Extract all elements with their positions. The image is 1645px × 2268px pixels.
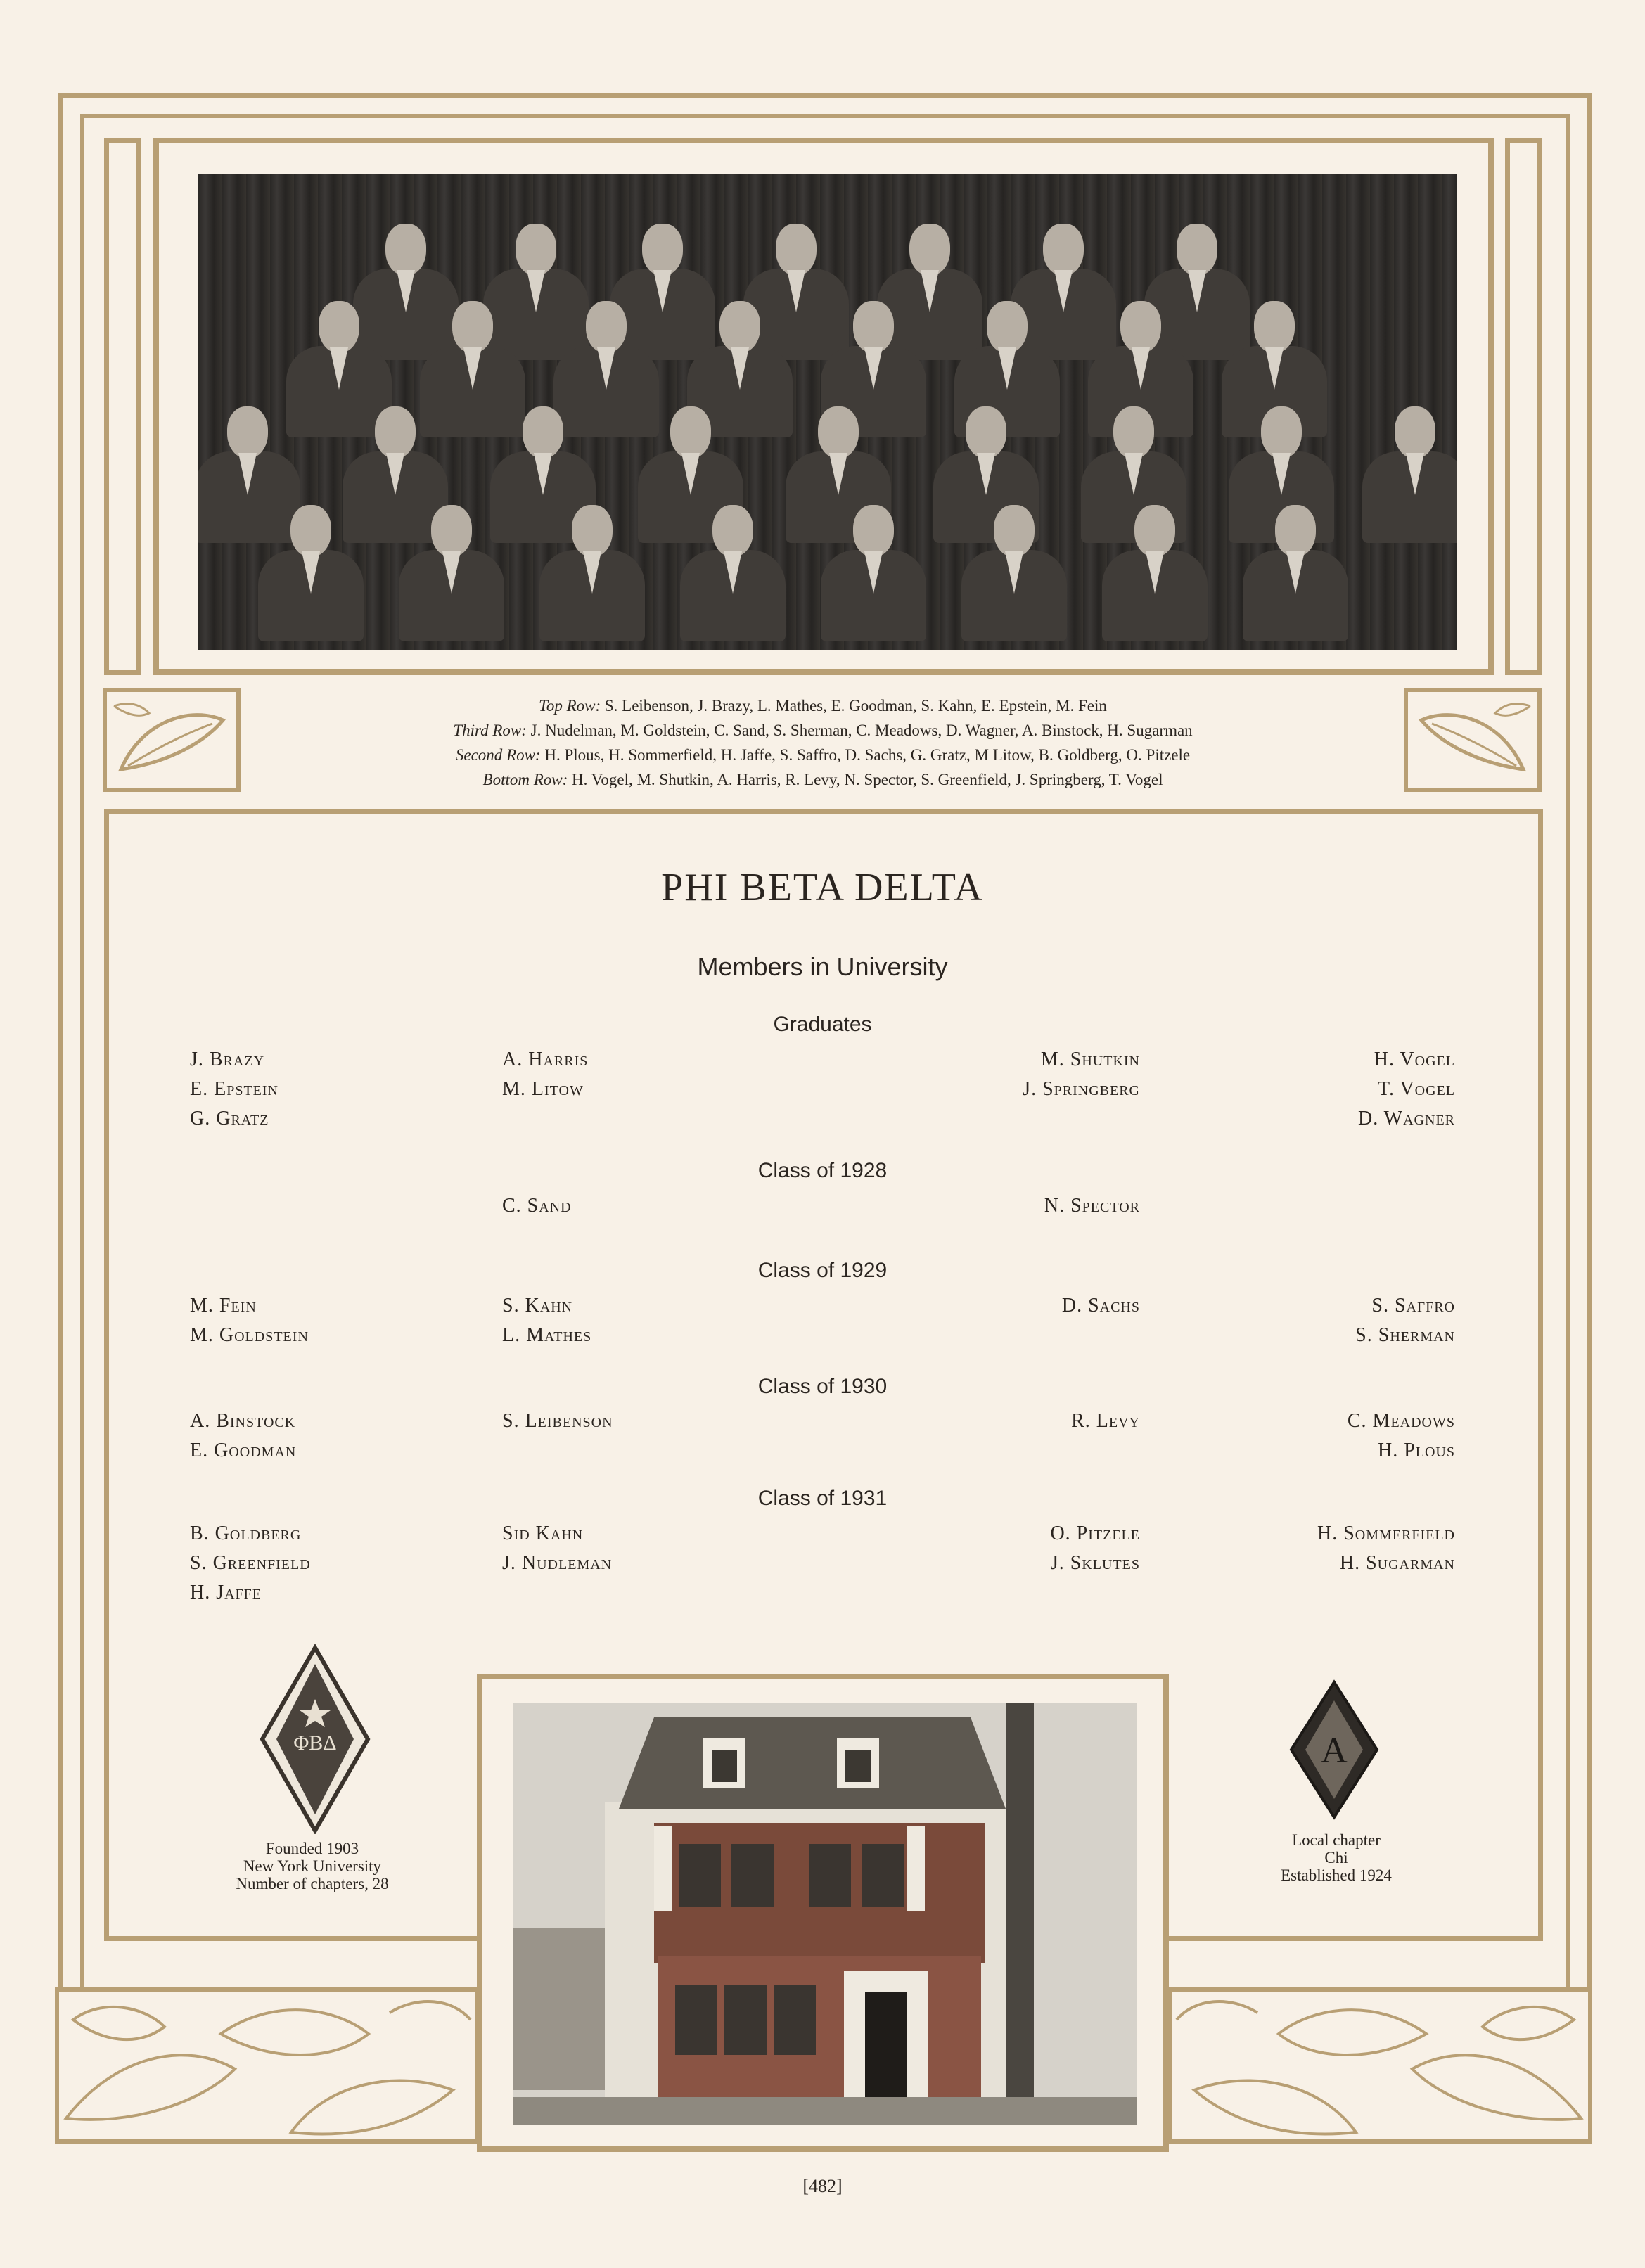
fraternity-info [193, 1840, 432, 1892]
member-name: S. Kahn [502, 1295, 573, 1316]
section-heading: Class of 1930 [757, 1375, 888, 1398]
foliage-ornament-right [1167, 1987, 1592, 2144]
pin-letters: ΦΒΔ [293, 1731, 337, 1755]
member-name: C. Meadows [1347, 1410, 1455, 1432]
member-name: D. Sachs [1061, 1295, 1140, 1316]
member-name: J. Sklutes [1050, 1552, 1140, 1574]
caption-row: Third Row: J. Nudelman, M. Goldstein, C. Sand, S. Sherman, C. Meadows, D. Wagner, A. Binstock, H. Sugarman [453, 722, 1193, 739]
member-name: S. Saffro [1371, 1295, 1455, 1316]
member-name: E. Goodman [190, 1440, 297, 1461]
member-column [1348, 1407, 1455, 1466]
member-column [190, 1291, 309, 1350]
section-heading: Class of 1931 [757, 1487, 888, 1510]
member-name: H. Jaffe [190, 1582, 262, 1603]
member-column [502, 1519, 612, 1578]
member-name: S. Greenfield [190, 1552, 311, 1574]
subtitle: Members in University [697, 952, 948, 981]
member-column [1317, 1519, 1455, 1578]
member-column [1071, 1407, 1140, 1436]
section-heading: Class of 1928 [757, 1159, 888, 1182]
page-title: PHI BETA DELTA [661, 866, 984, 909]
chapter-pin-icon [1288, 1679, 1380, 1820]
section-heading: Class of 1929 [757, 1259, 888, 1282]
member-name: C. Sand [502, 1195, 572, 1217]
member-name: M. Shutkin [1040, 1049, 1140, 1070]
section-heading: Graduates [773, 1013, 872, 1036]
caption-row: Second Row: H. Plous, H. Sommerfield, H. Jaffe, S. Saffro, D. Sachs, G. Gratz, M Litow, B. Goldberg, O. Pitzele [455, 746, 1191, 764]
house-illustration [513, 1703, 1137, 2125]
member-name: E. Epstein [190, 1078, 279, 1100]
chapter-house-photo [513, 1703, 1137, 2125]
leaf-pattern-icon [59, 1992, 475, 2139]
leaf-pattern-icon [1172, 1992, 1588, 2139]
member-name: A. Harris [502, 1049, 589, 1070]
member-name: G. Gratz [190, 1108, 269, 1129]
member-column [502, 1045, 588, 1104]
caption-row: Top Row: S. Leibenson, J. Brazy, L. Mathes, E. Goodman, S. Kahn, E. Epstein, M. Fein [539, 697, 1107, 715]
page-number: [482] [802, 2176, 843, 2196]
local-chapter-text: Local chapter [1292, 1831, 1381, 1849]
member-name: B. Goldberg [190, 1523, 302, 1544]
member-column [1050, 1519, 1140, 1578]
member-name: J. Springberg [1023, 1078, 1140, 1100]
member-name: H. Vogel [1374, 1049, 1455, 1070]
member-name: M. Goldstein [190, 1324, 309, 1346]
member-column [1355, 1291, 1455, 1350]
member-name: H. Sommerfield [1317, 1523, 1455, 1544]
member-name: T. Vogel [1377, 1078, 1455, 1100]
member-name: S. Sherman [1355, 1324, 1455, 1346]
member-column [190, 1407, 296, 1466]
member-column [1023, 1045, 1140, 1104]
chapters-text: Number of chapters, 28 [236, 1875, 389, 1892]
fraternity-pin-icon [259, 1644, 371, 1834]
member-column [1358, 1045, 1455, 1134]
right-border-strip [1505, 138, 1542, 675]
established-text: Established 1924 [1281, 1866, 1392, 1884]
member-column [1044, 1191, 1140, 1221]
member-name: N. Spector [1044, 1195, 1140, 1217]
member-name: H. Sugarman [1339, 1552, 1455, 1574]
member-name: M. Litow [502, 1078, 584, 1100]
member-name: L. Mathes [502, 1324, 592, 1346]
chapter-name-text: Chi [1324, 1849, 1348, 1866]
member-name: Sid Kahn [502, 1523, 584, 1544]
founded-text: Founded 1903 [265, 1840, 359, 1857]
group-photo [198, 174, 1457, 650]
member-column [502, 1191, 572, 1221]
caption-row: Bottom Row: H. Vogel, M. Shutkin, A. Harris, R. Levy, N. Spector, S. Greenfield, J. Springberg, T. Vogel [482, 771, 1163, 788]
member-name: S. Leibenson [502, 1410, 613, 1432]
member-name: R. Levy [1071, 1410, 1140, 1432]
photo-caption [211, 693, 1435, 792]
member-column [502, 1291, 591, 1350]
foliage-ornament-left [55, 1987, 480, 2144]
member-column [502, 1407, 613, 1436]
member-name: M. Fein [190, 1295, 257, 1316]
member-column [1062, 1291, 1140, 1321]
member-name: J. Nudleman [502, 1552, 613, 1574]
member-name: O. Pitzele [1050, 1523, 1140, 1544]
pin-letter: A [1321, 1731, 1348, 1771]
member-name: H. Plous [1377, 1440, 1455, 1461]
member-column [190, 1045, 279, 1134]
member-column [190, 1519, 311, 1608]
member-name: A. Binstock [190, 1410, 296, 1432]
member-name: J. Brazy [190, 1049, 265, 1070]
left-border-strip [104, 138, 141, 675]
university-text: New York University [243, 1857, 382, 1875]
member-name: D. Wagner [1357, 1108, 1455, 1129]
chapter-info [1217, 1831, 1456, 1884]
